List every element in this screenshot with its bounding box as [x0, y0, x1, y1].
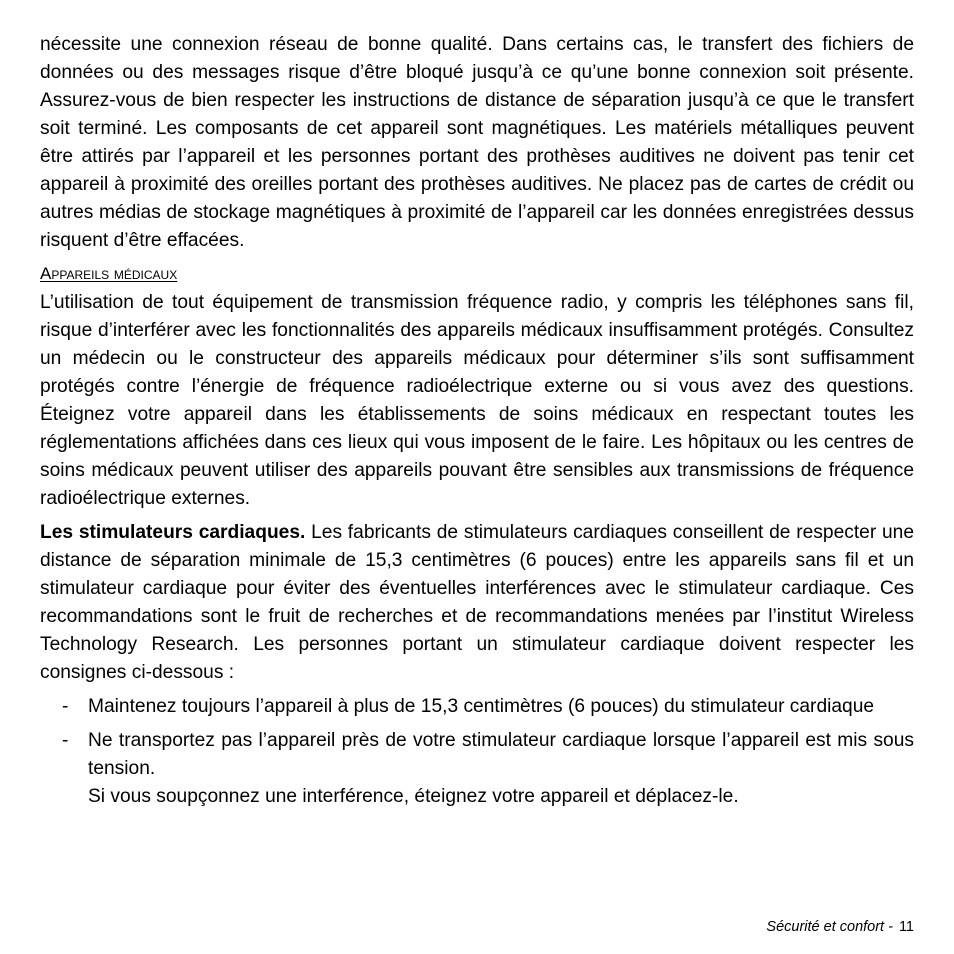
list-item: [40, 693, 914, 721]
bullet-dash: -: [62, 730, 69, 751]
medical-devices-paragraph: L’utilisation de tout équipement de transmission fréquence radio, y compris les téléphones sans fil, risque d’interférer avec les fonctionnalités des appareils médicaux insuffisamment protégés. Consultez un médecin ou le constructeur des appareils médicaux pour déterminer s’ils sont suffisamment protégés contre l’énergie de fréquence radioélectrique externe ou si vous avez des questions. Éteignez votre appareil dans les établissements de soins médicaux en respectant toutes les réglementations affichées dans ces lieux qui vous imposent de le faire. Les hôpitaux ou les centres de soins médicaux peuvent utiliser des appareils pouvant être sensibles aux transmissions de fréquence radioélectrique externes.: [40, 292, 914, 509]
section-heading-medical-devices: [40, 261, 914, 287]
pacemaker-guidelines-list: [40, 693, 914, 783]
intro-paragraph: nécessite une connexion réseau de bonne qualité. Dans certains cas, le transfert des fichiers de données ou des messages risque d’être bloqué jusqu’à ce qu’une bonne connexion soit présente. Assurez-vous de bien respecter les instructions de distance de séparation jusqu’à ce que le transfert soit terminé. Les composants de cet appareil sont magnétiques. Les matériels métalliques peuvent être attirés par l’appareil et les personnes portant des prothèses auditives ne doivent pas tenir cet appareil à proximité des oreilles portant des prothèses auditives. Ne placez pas de cartes de crédit ou autres médias de stockage magnétiques à proximité de l’appareil car les données enregistrées dessus risquent d’être effacées.: [40, 34, 914, 251]
list-item-text: Maintenez toujours l’appareil à plus de 15,3 centimètres (6 pouces) du stimulateur cardiaque: [88, 696, 875, 717]
page-footer: [766, 917, 914, 937]
pacemaker-paragraph: [40, 519, 914, 687]
list-item-text: Ne transportez pas l’appareil près de votre stimulateur cardiaque lorsque l’appareil est mis sous tension.: [88, 730, 914, 779]
bullet-dash: -: [62, 696, 69, 717]
section-heading-initial: A: [40, 264, 52, 283]
document-page: [40, 31, 914, 811]
pacemaker-text: Les fabricants de stimulateurs cardiaques conseillent de respecter une distance de séparation minimale de 15,3 centimètres (6 pouces) entre les appareils sans fil et un stimulateur cardiaque pour éviter des éventuelles interférences avec le stimulateur cardiaque. Ces recommandations sont le fruit de recherches et de recommandations menées par l’institut Wireless Technology Research. Les personnes portant un stimulateur cardiaque doivent respecter les consignes ci-dessous :: [40, 522, 914, 683]
list-item: [40, 727, 914, 783]
pacemaker-lead: Les stimulateurs cardiaques.: [40, 522, 306, 543]
section-heading-rest: ppareils médicaux: [51, 264, 178, 283]
pacemaker-follow-up: Si vous soupçonnez une interférence, éteignez votre appareil et déplacez-le.: [88, 786, 739, 807]
footer-section-label: Sécurité et confort -: [766, 919, 893, 935]
page-number: 11: [898, 919, 914, 935]
